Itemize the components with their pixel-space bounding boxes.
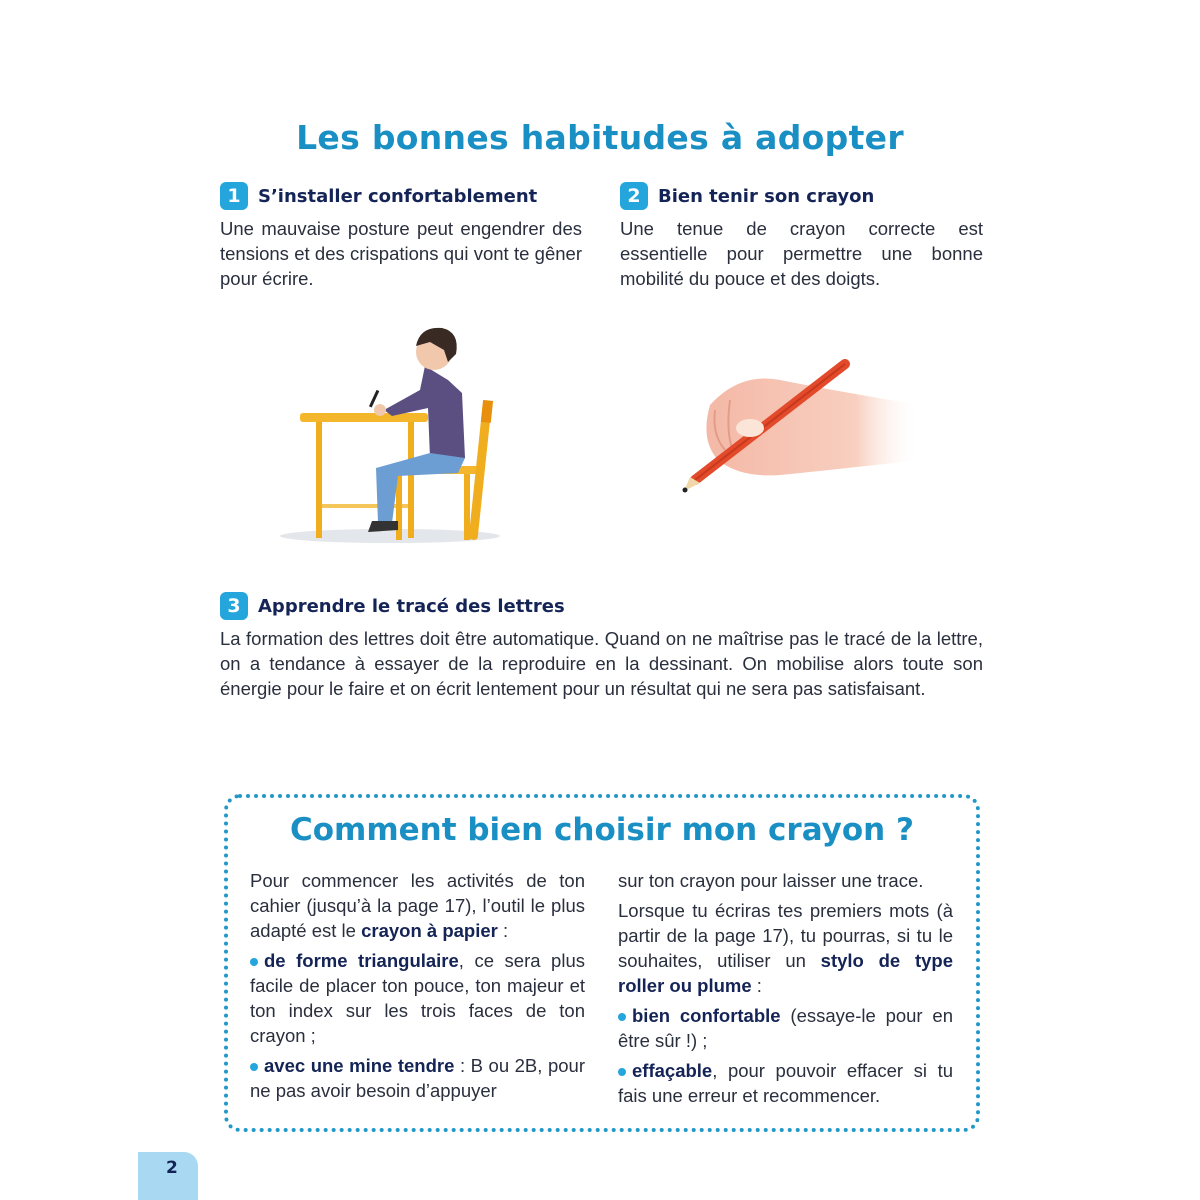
section-body: Une mauvaise posture peut engendrer des tensions et des crispations qui vont te gêner pour écrire.: [220, 218, 582, 289]
stylo-paragraph: [618, 898, 953, 998]
bullet-dot-icon: [250, 1063, 258, 1071]
number-badge: 1: [220, 182, 248, 210]
section-title: S’installer confortablement: [258, 185, 538, 207]
number-badge: 3: [220, 592, 248, 620]
intro-paragraph: [250, 868, 585, 943]
page-number: 2: [166, 1158, 178, 1178]
bullet-text: : B ou 2B, pour ne pas avoir besoin d’appuyer: [250, 1055, 585, 1101]
continued-text: sur ton crayon pour laisser une trace.: [618, 870, 924, 891]
intro-bold: crayon à papier: [361, 920, 498, 941]
section-body: La formation des lettres doit être automatique. Quand on ne maîtrise pas le tracé de la lettre, on a tendance à essayer de la reproduire en la dessinant. On mobilise alors toute son énergie pour le faire et on écrit lentement pour un résultat qui ne sera pas satisfaisant.: [220, 628, 983, 699]
section-tenir-crayon: [620, 182, 983, 291]
bullet-item: [618, 1003, 953, 1053]
stylo-bold: stylo de type roller ou plume: [618, 950, 953, 996]
bullet-bold: bien confortable: [632, 1005, 781, 1026]
number-badge: 2: [620, 182, 648, 210]
box-title: Comment bien choisir mon crayon ?: [289, 812, 915, 848]
bullet-text: , ce sera plus facile de placer ton pouce, ton majeur et ton index sur les trois faces de ton crayon ;: [250, 950, 585, 1046]
bullet-dot-icon: [250, 958, 258, 966]
stylo-text: Lorsque tu écriras tes premiers mots (à partir de la page 17), tu pourras, si tu le souhaites, utiliser un: [618, 900, 953, 971]
section-title: Bien tenir son crayon: [658, 185, 875, 207]
section-body: Une tenue de crayon correcte est essentielle pour permettre une bonne mobilité du pouce et des doigts.: [620, 218, 983, 289]
bullet-bold: avec une mine tendre: [264, 1055, 455, 1076]
child-at-desk-illustration: [280, 318, 520, 548]
bullet-bold: effaçable: [632, 1060, 713, 1081]
bullet-bold: de forme triangulaire: [264, 950, 459, 971]
intro-text: Pour commencer les activités de ton cahier (jusqu’à la page 17), l’outil le plus adapté est le: [250, 870, 585, 941]
section-trace-lettres: [220, 592, 983, 701]
stylo-suffix: :: [751, 975, 762, 996]
bullet-dot-icon: [618, 1068, 626, 1076]
box-right-column: [618, 868, 953, 1113]
bullet-text: , pour pouvoir effacer si tu fais une erreur et recommencer.: [618, 1060, 953, 1106]
hand-holding-pencil-illustration: [670, 350, 930, 500]
bullet-item: [618, 1058, 953, 1108]
section-title: Apprendre le tracé des lettres: [258, 595, 565, 617]
intro-suffix: :: [497, 920, 509, 941]
box-left-column: [250, 868, 585, 1108]
bullet-item: [250, 1053, 585, 1103]
bullet-item: [250, 948, 585, 1048]
section-installer: [220, 182, 582, 291]
page-title: Les bonnes habitudes à adopter: [296, 118, 904, 157]
bullet-dot-icon: [618, 1013, 626, 1021]
bullet-text: (essaye-le pour en être sûr !) ;: [618, 1005, 953, 1051]
